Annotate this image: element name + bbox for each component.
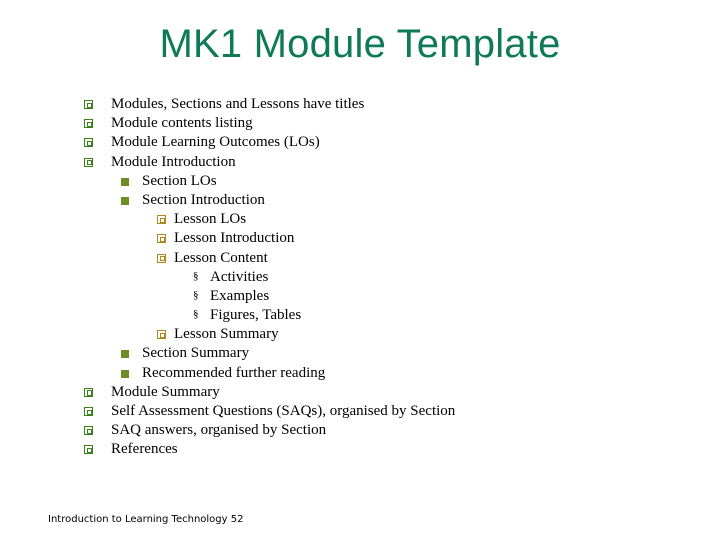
outline-item-text: Module contents listing [111, 115, 253, 132]
outline-item [0, 402, 720, 421]
hollow-square-icon [84, 100, 93, 109]
outline-item-text: Section LOs [142, 172, 217, 189]
slide-footer: Introduction to Learning Technology 52 [48, 514, 244, 525]
outline-item-text: Modules, Sections and Lessons have titles [111, 96, 365, 112]
filled-square-icon [121, 178, 129, 186]
outline-item-text: SAQ answers, organised by Section [111, 422, 327, 439]
outline-item-text: Section Introduction [142, 191, 265, 208]
section-sign-icon: § [193, 288, 199, 301]
hollow-square-icon [84, 407, 93, 416]
outline-item-text: Lesson Summary [174, 326, 279, 343]
outline-item [0, 268, 720, 287]
outline-item [0, 114, 720, 133]
outline-item [0, 287, 720, 306]
outline-item [0, 440, 720, 459]
outline-item-text: Self Assessment Questions (SAQs), organised by Section [111, 403, 456, 419]
outline-item [0, 210, 720, 229]
outline-item-text: Module Introduction [111, 153, 236, 170]
hollow-square-icon [84, 426, 93, 435]
outline-item-text: Section Summary [142, 345, 250, 362]
hollow-square-icon [84, 445, 93, 454]
filled-square-icon [121, 370, 129, 378]
outline-item-text: Lesson Introduction [174, 230, 295, 247]
hollow-square-icon [84, 158, 93, 167]
outline-item-text: Examples [210, 287, 270, 304]
outline-item [0, 172, 720, 191]
outline-item-text: References [111, 441, 178, 458]
outline-item [0, 325, 720, 344]
outline-item [0, 133, 720, 152]
filled-square-icon [121, 350, 129, 358]
outline-item-text: Recommended further reading [142, 364, 326, 381]
outline-item [0, 421, 720, 440]
section-sign-icon: § [193, 308, 199, 321]
outline-item [0, 249, 720, 268]
outline-item [0, 344, 720, 363]
outline-item-text: Lesson Content [174, 249, 268, 266]
outline-item [0, 383, 720, 402]
outline-item-text: Figures, Tables [210, 307, 302, 324]
outline-item [0, 153, 720, 172]
outline-item [0, 95, 720, 114]
hollow-square-icon [84, 138, 93, 147]
hollow-square-icon [157, 234, 166, 243]
filled-square-icon [121, 197, 129, 205]
outline-item [0, 229, 720, 248]
hollow-square-icon [157, 254, 166, 263]
outline-item-text: Module Learning Outcomes (LOs) [111, 134, 320, 151]
outline-item-text: Activities [210, 268, 269, 285]
hollow-square-icon [84, 388, 93, 397]
outline-item-text: Lesson LOs [174, 211, 247, 228]
outline-item-text: Module Summary [111, 383, 220, 400]
outline-item [0, 306, 720, 325]
section-sign-icon: § [193, 269, 199, 282]
outline-list [0, 95, 720, 460]
hollow-square-icon [157, 330, 166, 339]
outline-item [0, 191, 720, 210]
outline-item [0, 364, 720, 383]
hollow-square-icon [157, 215, 166, 224]
slide-title: MK1 Module Template [159, 22, 561, 66]
hollow-square-icon [84, 119, 93, 128]
